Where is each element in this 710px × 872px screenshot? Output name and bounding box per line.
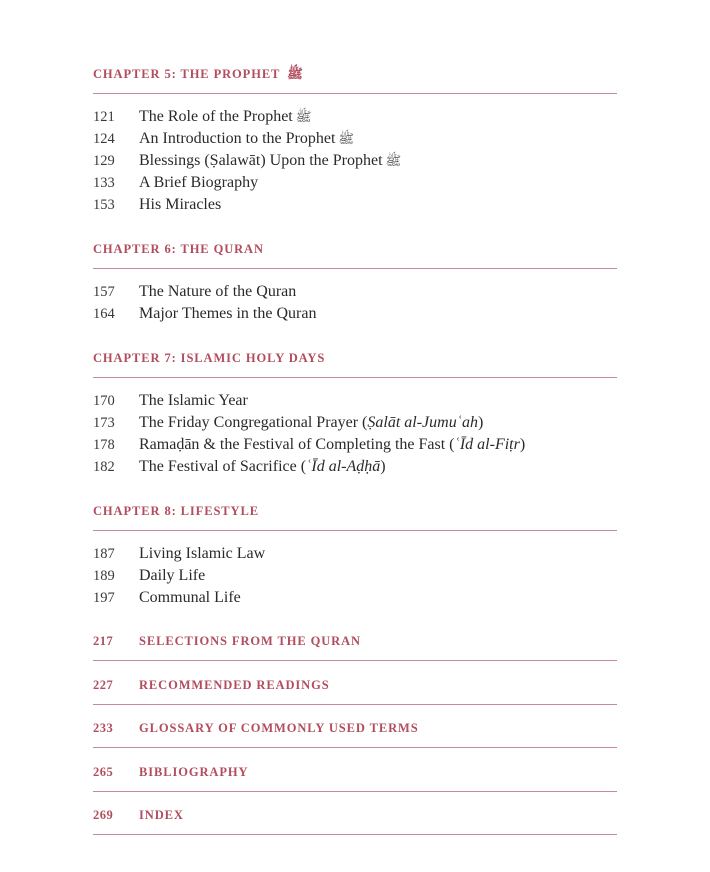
salutation-icon: ﷺ xyxy=(295,109,312,124)
toc-entry[interactable] xyxy=(93,434,617,456)
chapter-8-title: CHAPTER 8: LIFESTYLE xyxy=(93,504,259,518)
toc-entry[interactable] xyxy=(93,106,617,128)
page-number: 182 xyxy=(93,459,115,475)
backmatter-entry-index[interactable] xyxy=(93,805,617,835)
entry-title: Daily Life xyxy=(139,567,206,584)
backmatter-entry-readings[interactable] xyxy=(93,675,617,705)
backmatter-title: INDEX xyxy=(139,808,184,822)
salutation-icon: ﷺ xyxy=(338,131,355,146)
page-number: 133 xyxy=(93,175,115,191)
entry-title-italic: ʿĪd al-Aḍḥā xyxy=(306,458,381,475)
backmatter-title: GLOSSARY OF COMMONLY USED TERMS xyxy=(139,721,419,735)
page-number: 197 xyxy=(93,590,115,606)
entry-title: The Friday Congregational Prayer ( xyxy=(139,414,368,431)
toc-entry[interactable] xyxy=(93,281,617,303)
toc-entry[interactable] xyxy=(93,587,617,609)
page-number: 189 xyxy=(93,568,115,584)
entry-title: A Brief Biography xyxy=(139,174,259,191)
toc-entry[interactable] xyxy=(93,565,617,587)
page-number: 178 xyxy=(93,437,115,453)
backmatter-title: BIBLIOGRAPHY xyxy=(139,765,249,779)
toc-entry[interactable] xyxy=(93,150,617,172)
entry-title: The Festival of Sacrifice ( xyxy=(139,458,307,475)
entry-title-italic: Ṣalāt al-Jumuʿah xyxy=(367,414,479,431)
entry-title: Major Themes in the Quran xyxy=(139,305,317,322)
page-number: 121 xyxy=(93,109,115,125)
page-number: 153 xyxy=(93,197,115,213)
toc-entry[interactable] xyxy=(93,543,617,565)
page-number: 129 xyxy=(93,153,115,169)
chapter-6-title: CHAPTER 6: THE QURAN xyxy=(93,242,264,256)
backmatter-title: RECOMMENDED READINGS xyxy=(139,678,330,692)
backmatter-entry-bibliography[interactable] xyxy=(93,762,617,792)
toc-entry[interactable] xyxy=(93,172,617,194)
toc-entry[interactable] xyxy=(93,412,617,434)
entry-title: Ramaḍān & the Festival of Completing the Fast ( xyxy=(139,436,455,453)
page-number: 265 xyxy=(93,765,114,779)
entry-title: An Introduction to the Prophet xyxy=(139,130,336,147)
backmatter-entry-selections[interactable] xyxy=(93,631,617,661)
chapter-7-title: CHAPTER 7: ISLAMIC HOLY DAYS xyxy=(93,351,326,365)
entry-title-tail: ) xyxy=(478,414,484,431)
page-number: 269 xyxy=(93,808,114,822)
entry-title: Communal Life xyxy=(139,589,241,606)
entry-title: Living Islamic Law xyxy=(139,545,266,562)
page-number: 173 xyxy=(93,415,115,431)
salutation-icon: ﷺ xyxy=(287,66,303,81)
salutation-icon: ﷺ xyxy=(385,153,402,168)
page-number: 187 xyxy=(93,546,115,562)
entry-title: Blessings (Ṣalawāt) Upon the Prophet xyxy=(139,152,383,169)
page-number: 217 xyxy=(93,634,114,648)
page-number: 227 xyxy=(93,678,114,692)
toc-entry[interactable] xyxy=(93,194,617,216)
page-number: 233 xyxy=(93,721,114,735)
toc-entry[interactable] xyxy=(93,456,617,478)
backmatter-entry-glossary[interactable] xyxy=(93,718,617,748)
backmatter-title: SELECTIONS FROM THE QURAN xyxy=(139,634,361,648)
entry-title: His Miracles xyxy=(139,196,222,213)
entry-title-tail: ) xyxy=(519,436,526,453)
entry-title-italic: ʿĪd al-Fiṭr xyxy=(454,436,520,453)
entry-title: The Nature of the Quran xyxy=(139,283,297,300)
toc-entry[interactable] xyxy=(93,390,617,412)
toc-entry[interactable] xyxy=(93,128,617,150)
chapter-5-heading[interactable] xyxy=(93,64,617,94)
chapter-8-heading[interactable] xyxy=(93,501,617,531)
entry-title: The Islamic Year xyxy=(139,392,248,409)
chapter-7-heading[interactable] xyxy=(93,348,617,378)
page-number: 164 xyxy=(93,306,115,322)
page-number: 124 xyxy=(93,131,115,147)
chapter-5-title: CHAPTER 5: THE PROPHET xyxy=(93,67,281,81)
entry-title-tail: ) xyxy=(380,458,386,475)
toc-entry[interactable] xyxy=(93,303,617,325)
entry-title: The Role of the Prophet xyxy=(139,108,293,125)
page-number: 157 xyxy=(93,284,115,300)
chapter-6-heading[interactable] xyxy=(93,239,617,269)
page-number: 170 xyxy=(93,393,115,409)
